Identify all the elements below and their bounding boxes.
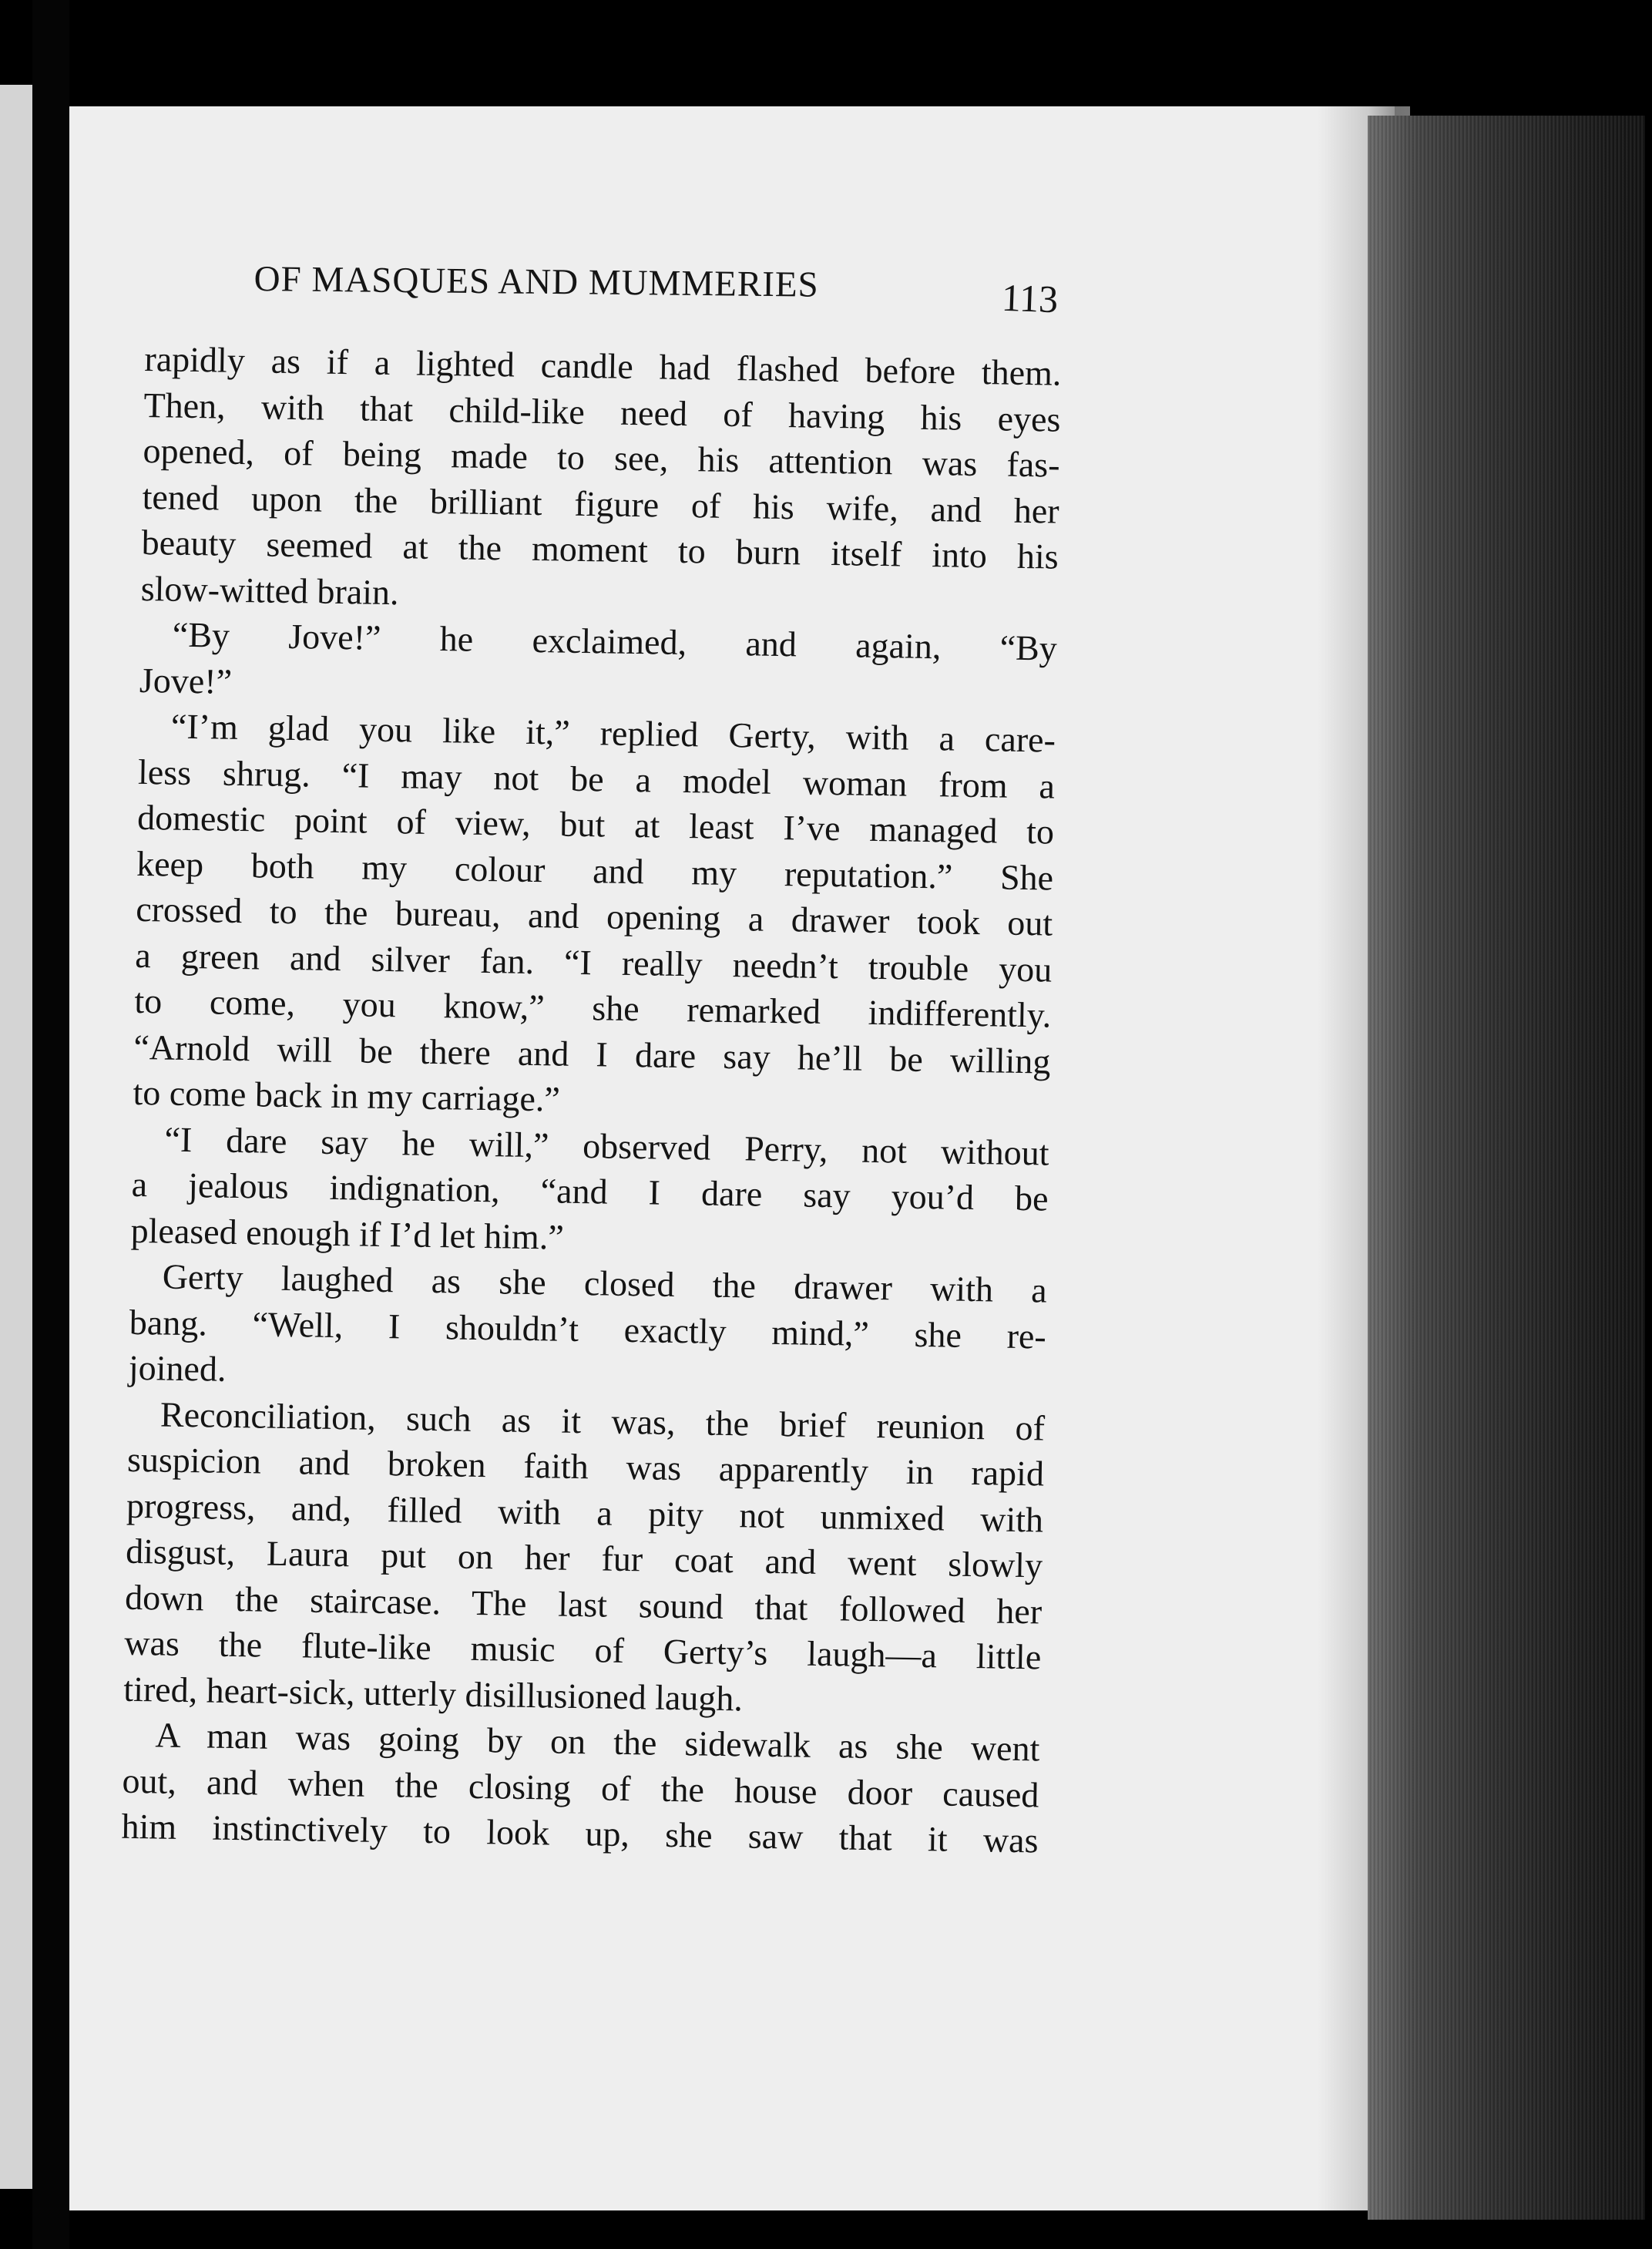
- text-line: crossed to the bureau, and opening a drawer took out: [135, 889, 1053, 943]
- text-line: less shrug. “I may not be a model woman from a: [137, 751, 1056, 806]
- text-line: tired, heart-sick, utterly disillusioned laugh.: [123, 1669, 744, 1718]
- book-fore-edge: [1368, 116, 1645, 2220]
- text-line: was the flute-like music of Gerty’s laugh—a little: [123, 1622, 1042, 1677]
- text-line: Then, with that child-like need of having his eyes: [143, 385, 1061, 439]
- text-line: a jealous indignation, “and I dare say you’d be: [131, 1164, 1049, 1219]
- text-line: disgust, Laura put on her fur coat and went slowly: [125, 1531, 1043, 1585]
- text-line: out, and when the closing of the house door caused: [122, 1760, 1039, 1814]
- text-line: keep both my colour and my reputation.” She: [136, 843, 1054, 898]
- text-line: to come back in my carriage.”: [133, 1072, 561, 1119]
- page-number: 113: [1001, 275, 1059, 321]
- book-gutter: [32, 0, 69, 2249]
- text-line: progress, and, filled with a pity not unmixed with: [126, 1485, 1044, 1540]
- text-line: rapidly as if a lighted candle had flashed before them.: [144, 338, 1062, 393]
- left-page-edge: [0, 85, 32, 2189]
- text-line: “I’m glad you like it,” replied Gerty, with a care-: [170, 706, 1056, 760]
- text-line: opened, of being made to see, his attention was fas-: [143, 430, 1060, 485]
- text-line: Reconciliation, such as it was, the brief reunion of: [159, 1393, 1046, 1448]
- text-line: down the staircase. The last sound that followed her: [124, 1577, 1043, 1631]
- text-line: joined.: [128, 1347, 227, 1389]
- running-head: OF MASQUES AND MUMMERIES: [254, 258, 819, 305]
- text-line: beauty seemed at the moment to burn itself into his: [141, 522, 1059, 577]
- text-line: him instinctively to look up, she saw that it was: [121, 1806, 1039, 1861]
- text-line: Gerty laughed as she closed the drawer with a: [162, 1256, 1048, 1310]
- text-line: “I dare say he will,” observed Perry, not without: [164, 1119, 1049, 1173]
- text-line: suspicion and broken faith was apparently in rapid: [126, 1439, 1045, 1494]
- text-line: slow-witted brain.: [140, 568, 399, 612]
- text-line: tened upon the brilliant figure of his wife, and her: [142, 476, 1059, 531]
- text-line: Jove!”: [139, 660, 233, 701]
- text-line: “By Jove!” he exclaimed, and again, “By: [172, 614, 1058, 668]
- text-line: domestic point of view, but at least I’ve managed to: [136, 797, 1055, 852]
- text-line: bang. “Well, I shouldn’t exactly mind,” she re-: [129, 1302, 1047, 1356]
- text-line: pleased enough if I’d let him.”: [130, 1210, 565, 1257]
- text-line: A man was going by on the sidewalk as she went: [155, 1715, 1040, 1769]
- text-line: a green and silver fan. “I really needn’t trouble you: [134, 935, 1053, 990]
- text-line: to come, you know,” she remarked indifferently.: [134, 980, 1052, 1035]
- text-line: “Arnold will be there and I dare say he’ll be willing: [133, 1027, 1051, 1081]
- body-text: [121, 336, 1062, 1864]
